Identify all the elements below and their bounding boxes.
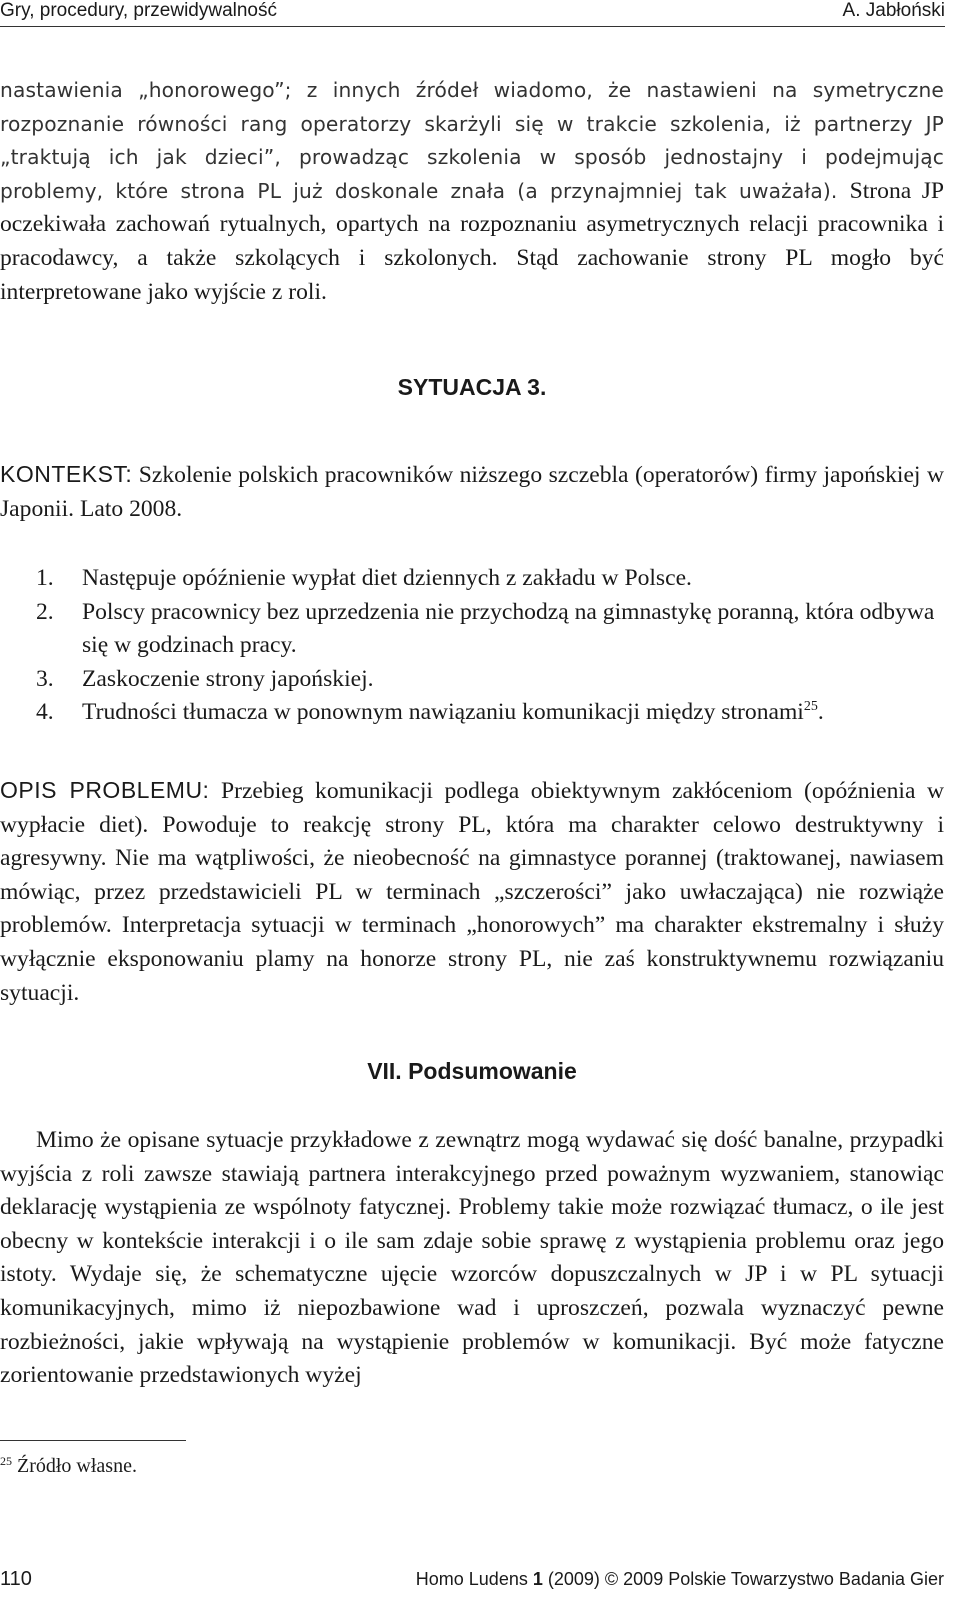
list-item bbox=[0, 696, 944, 730]
journal-prefix: Homo Ludens bbox=[415, 1569, 533, 1589]
page-number: 110 bbox=[0, 1568, 32, 1590]
page-footer bbox=[0, 1566, 944, 1596]
problem-text: Przebieg komunikacji podlega obiektywnym zakłóceniom (opóźnienia w wypłacie diet). Powoduje to reakcję strony PL, która ma charakter celowo destruktywny i agresywny. Nie ma wątpliwości, że nieobecność na gimnastyce porannej (traktowanej, nawiasem mówiąc, przez przedstawicieli PL w terminach „szczerości” jako uwłaczająca) nie rozwiąże problemów. Interpretacja sytuacji w terminach „honorowych” ma charakter ekstremalny i służy wyłącznie eksponowaniu plamy na honorze strony PL, nie zaś konstruktywnemu rozwiązaniu sytuacji. bbox=[0, 778, 944, 1006]
paragraph-1 bbox=[0, 74, 944, 309]
paragraph-1-continuation: Strona JP oczekiwała zachowań rytualnych, opartych na rozpoznaniu asymetrycznych relacji pracownika i pracodawcy, a także szkolących i szkolonych. Stąd zachowanie strony PL mogło być interpretowane jako wyjście z roli. bbox=[0, 177, 944, 305]
paragraph-1-text: nastawienia „honorowego”; z innych źródeł wiadomo, że nastawieni na symetryczne rozpoznanie równości rang operatorzy skarżyli się w trakcie szkolenia, iż partnerzy JP „traktują ich jak dzieci”, prowadząc szkolenia w sposób jednostajny i podejmując problemy, które strona PL już doskonale znała (a przynajmniej tak uważała). bbox=[0, 78, 944, 203]
list-item-number: 3. bbox=[36, 665, 54, 692]
running-head-title: Gry, procedury, przewidywalność bbox=[0, 0, 278, 21]
list-item bbox=[0, 663, 944, 697]
list-item-text: Zaskoczenie strony japońskiej. bbox=[82, 665, 374, 692]
problem-paragraph bbox=[0, 774, 944, 1010]
list-item-terminator: . bbox=[817, 699, 824, 726]
list-item-text: Trudności tłumacza w ponownym nawiązaniu komunikacji między stronami bbox=[82, 699, 804, 726]
context-text: Szkolenie polskich pracowników niższego szczebla (operatorów) firmy japońskiej w Japonii. Lato 2008. bbox=[0, 462, 944, 522]
list-item-text: Następuje opóźnienie wypłat diet dziennych z zakładu w Polsce. bbox=[82, 565, 692, 591]
journal-suffix: (2009) © 2009 Polskie Towarzystwo Badania Gier bbox=[542, 1569, 944, 1589]
list-item-number: 4. bbox=[36, 699, 54, 726]
context-label: KONTEKST: bbox=[0, 461, 133, 487]
journal-issue: 1 bbox=[532, 1569, 543, 1589]
footnote-ref-25[interactable]: 25 bbox=[803, 699, 818, 715]
context-paragraph bbox=[0, 458, 944, 526]
footnote-divider bbox=[0, 1440, 186, 1441]
summary-paragraph: Mimo że opisane sytuacje przykładowe z zewnątrz mogą wydawać się dość banalne, przypadki wyjścia z roli zawsze stawiają partnera interakcyjnego przed poważnym wyzwaniem, stanowiąc deklarację wystąpienia ze wspólnoty fatycznej. Problemy takie może rozwiązać tłumacz, o ile jest obecny w kontekście interakcji i o ile sam zdaje sobie sprawę z wystąpienia problemu oraz jego istoty. Wydaje się, że schematyczne ujęcie wzorców dopuszczalnych w JP i w PL sytuacji komunikacyjnych, mimo iż niepozbawione wad i uproszczeń, pozwala wyznaczyć pewne rozbieżności, jakie wpływają na wystąpienie problemów w komunikacji. Być może fatyczne zorientowanie przedstawionych wyżej bbox=[0, 1127, 944, 1389]
situation-heading: SYTUACJA 3. bbox=[397, 374, 547, 400]
running-head-author: A. Jabłoński bbox=[842, 0, 945, 21]
journal-citation bbox=[416, 1566, 944, 1592]
footnote-number: 25 bbox=[0, 1454, 12, 1468]
list-item bbox=[0, 596, 944, 663]
footnote-25 bbox=[0, 1451, 137, 1481]
list-item-text: Polscy pracownicy bez uprzedzenia nie przychodzą na gimnastykę poranną, która odbywa się w godzinach pracy. bbox=[82, 598, 935, 659]
problem-label: OPIS PROBLEMU: bbox=[0, 777, 210, 803]
list-item-number: 2. bbox=[36, 598, 54, 625]
list-item-number: 1. bbox=[36, 565, 54, 591]
footnote-text: Źródło własne. bbox=[12, 1455, 137, 1477]
section-heading: VII. Podsumowanie bbox=[367, 1058, 577, 1084]
running-head bbox=[0, 0, 945, 27]
situation-steps-list bbox=[0, 562, 944, 730]
list-item bbox=[0, 562, 944, 596]
